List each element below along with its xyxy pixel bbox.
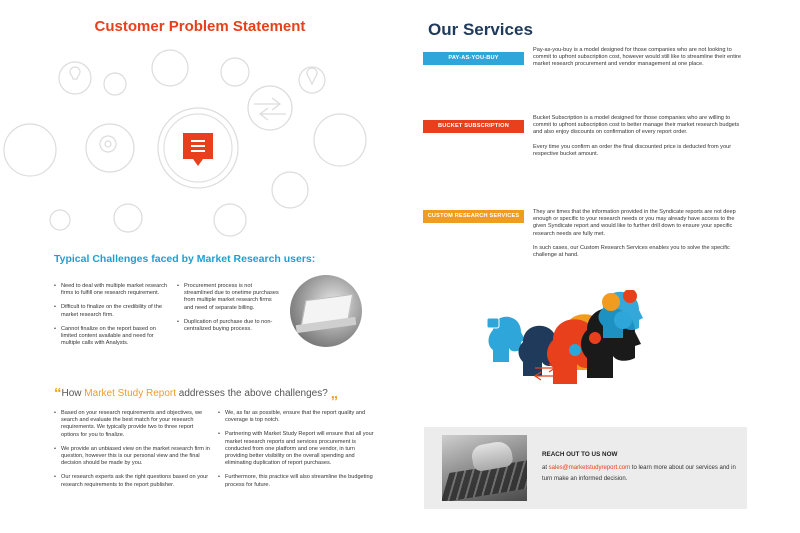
deco-circle	[272, 172, 308, 208]
service-text-bucket-subscription: Bucket Subscription is a model designed for those companies who are willing to commit to upfront subscription cost to better manage their market research budgets and also enjoy discounts on confirmation of every report order. Every time you confirm an order the final discounted price is deducted from your respective bucket amount.	[533, 115, 740, 157]
service-label-pay-as-you-buy: PAY-AS-YOU-BUY	[423, 52, 524, 65]
cube-icon	[569, 344, 581, 356]
deco-circle	[221, 58, 249, 86]
deco-circle	[248, 86, 292, 130]
deco-circle	[4, 124, 56, 176]
close-quote: „	[330, 385, 339, 402]
laptop-photo	[290, 275, 362, 347]
deco-circle	[114, 204, 142, 232]
deco-circle	[50, 210, 70, 230]
service-text-custom-research: They are times that the information provided in the Syndicate reports are not deep enough or specific to your research needs or you may already have access to the given Syndicate report and would like to further drill down to ensure your specific research needs are fully met. In such cases, our Custom Research Services enables you to solve the specific challenge at hand.	[533, 209, 736, 259]
right-page	[400, 0, 800, 533]
service-label-custom-research: CUSTOM RESEARCH SERVICES	[423, 210, 524, 223]
list-item: • Procurement process is not streamlined due to onetime purchases from multiple market research firms and need of separate billing.	[177, 283, 282, 312]
gear-icon	[100, 136, 116, 152]
exchange-arrows-icon	[254, 98, 286, 120]
bulb-icon	[70, 67, 80, 79]
customer-problem-title: Customer Problem Statement	[94, 18, 306, 35]
list-item: • We, as far as possible, ensure that the report quality and coverage is top notch.	[218, 410, 378, 424]
list-item: • Need to deal with multiple market research firms to fulfill one research requirement.	[54, 283, 172, 297]
list-item: • We provide an unbiased view on the market research firm in question, however this is our personal view and the final decision should be made by you.	[54, 446, 212, 468]
bulb-icon	[614, 311, 632, 329]
solutions-list-1	[54, 410, 212, 496]
deco-circle	[104, 73, 126, 95]
deco-circle	[214, 204, 246, 236]
gears-icon	[602, 293, 620, 311]
list-item: • Difficult to finalize on the credibility of the market research firm.	[54, 304, 172, 318]
list-item: • Furthermore, this practice will also streamline the budgeting process for future.	[218, 474, 378, 488]
pin-icon	[307, 68, 317, 84]
reach-out-box	[424, 427, 747, 509]
service-text-pay-as-you-buy: Pay-as-you-buy is a model designed for those companies who are not looking to commit to upfront subscription cost, however would still like to streamline their entire market research procurement and vendor management at one place.	[533, 47, 741, 68]
brand-highlight: Market Study Report	[84, 388, 177, 399]
chat-bubble-icon	[487, 318, 499, 328]
how-heading: “How Market Study Report addresses the above challenges? „	[54, 385, 339, 402]
heads-illustration	[475, 290, 675, 400]
challenges-list-1	[54, 283, 172, 354]
deco-circle	[86, 124, 134, 172]
challenges-heading: Typical Challenges faced by Market Research users:	[54, 253, 316, 265]
email-link[interactable]: sales@marketstudyreport.com	[548, 465, 631, 471]
reach-out-title: REACH OUT TO US NOW	[542, 451, 618, 458]
challenges-list-2	[177, 283, 282, 340]
list-item: • Partnering with Market Study Report will ensure that all your market research reports and services procurement is conducted from one platform and one vendor, in turn providing better visibility on the overall spending and eliminating duplication of report purchases.	[218, 431, 378, 467]
open-quote: “	[54, 385, 62, 402]
solutions-list-2	[218, 410, 378, 496]
reach-out-text: at sales@marketstudyreport.com to learn more about our services and in turn make an informed decision.	[542, 465, 736, 482]
deco-circle	[152, 50, 188, 86]
deco-circle	[299, 67, 325, 93]
list-item: • Our research experts ask the right questions based on your research requirements to the report publisher.	[54, 474, 212, 488]
decorative-icon-cluster	[0, 40, 400, 250]
our-services-title: Our Services	[428, 20, 533, 39]
service-label-bucket-subscription: BUCKET SUBSCRIPTION	[423, 120, 524, 133]
list-item: • Duplication of purchase due to non-centralized buying process.	[177, 319, 282, 333]
deco-circle	[314, 114, 366, 166]
keyboard-photo	[442, 435, 527, 501]
chart-icon	[589, 332, 601, 344]
list-item: • Based on your research requirements and objectives, we search and evaluate the best match for your research requirements. We typically provide two to three report options for you to finalize.	[54, 410, 212, 439]
list-item: • Cannot finalize on the report based on limited content available and need for multiple calls with Analysts.	[54, 326, 172, 348]
